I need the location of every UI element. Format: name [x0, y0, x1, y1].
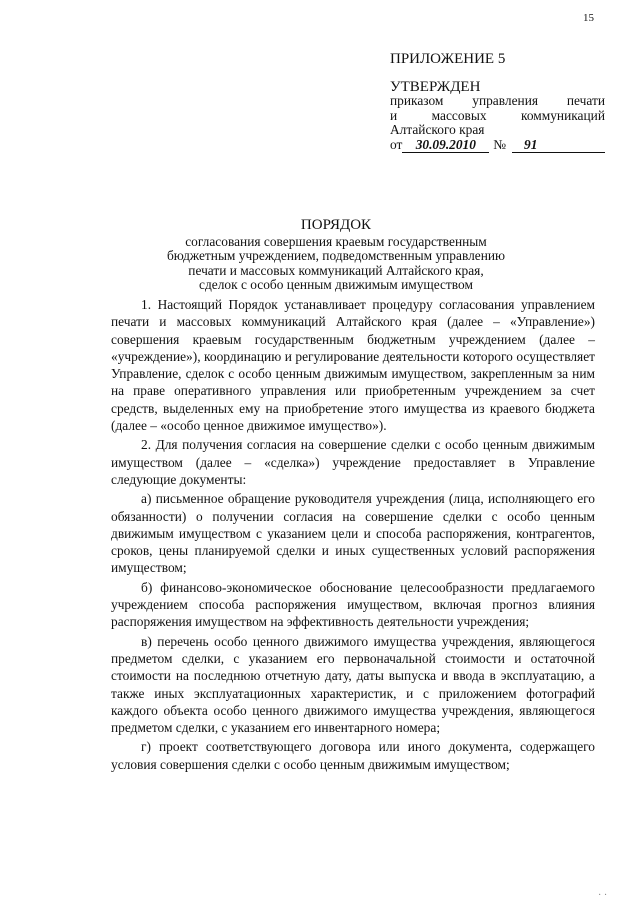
document-subtitle-line: согласования совершения краевым государственным [185, 233, 487, 249]
paragraph-2b: б) финансово-экономическое обоснование целесообразности предлагаемого учреждением способа распоряжения имуществом, включая прогноз влияния распоряжения имуществом на эффективность деятельности учреждения; [111, 579, 595, 630]
paragraph-1: 1. Настоящий Порядок устанавливает процедуру согласования управлением печати и массовых коммуникаций Алтайского края (далее – «Управление») совершения краевым государственным бюджетным учреждением (далее – «учреждение»), координацию и регулирование деятельности которого осуществляет Управление, сделок с особо ценным движимым имуществом, закрепленным за ним на праве оперативного управления или приобретенным учреждением за счет средств, выделенных ему на приобретение этого имущества из краевого бюджета (далее – «особо ценное движимое имущество»). [111, 297, 595, 434]
document-title-block [96, 218, 576, 293]
scan-mark: · · [598, 890, 608, 901]
document-subtitle-line: сделок с особо ценным движимым имуществом [199, 277, 473, 292]
approved-label: УТВЕРЖДЕН [390, 78, 481, 95]
approval-order-line: приказом управления печати [390, 93, 605, 108]
paragraph-2a: а) письменное обращение руководителя учреждения (лица, исполняющего его обязанности) о получении согласия на совершение сделки с особо ценным движимым имуществом с указанием цели и способа распоряжения, контрагентов, сроков, цены планируемой сделки и иных существенных условий распоряжения имуществом; [111, 491, 595, 576]
approval-stamp-block [390, 52, 605, 153]
date-prefix: от [390, 136, 403, 152]
paragraph-2c: в) перечень особо ценного движимого имущества учреждения, являющегося предметом сделки, с указанием его первоначальной стоимости и остаточной стоимости на последнюю отчетную дату, даты выпуска и ввода в эксплуатацию, а также иных эксплуатационных характеристик, и с приложением фотографий каждого объекта особо ценного движимого имущества учреждения, являющегося предметом сделки, с указанием его инвентарного номера; [111, 633, 595, 736]
page-number: 15 [583, 12, 594, 24]
approval-order-line: Алтайского края [390, 122, 485, 137]
handwritten-order-number: 91 [512, 138, 605, 154]
document-subtitle-line: бюджетным учреждением, подведомственным управлению [166, 248, 506, 263]
document-subtitle-line: печати и массовых коммуникаций Алтайского края, [188, 262, 484, 278]
document-title: ПОРЯДОК [300, 217, 372, 233]
paragraph-2: 2. Для получения согласия на совершение сделки с особо ценным движимым имуществом (далее – «сделка») учреждение предоставляет в Управление следующие документы: [111, 437, 595, 487]
handwritten-date: 30.09.2010 [402, 138, 489, 154]
document-body [111, 296, 595, 775]
appendix-label: ПРИЛОЖЕНИЕ 5 [390, 51, 506, 67]
paragraph-2d: г) проект соответствующего договора или иного документа, содержащего условия совершения сделки с особо ценным движимым имуществом; [111, 739, 595, 772]
number-sign: № [493, 136, 507, 152]
approval-order-line: и массовых коммуникаций [390, 107, 605, 123]
approval-date-number-line [390, 138, 605, 154]
